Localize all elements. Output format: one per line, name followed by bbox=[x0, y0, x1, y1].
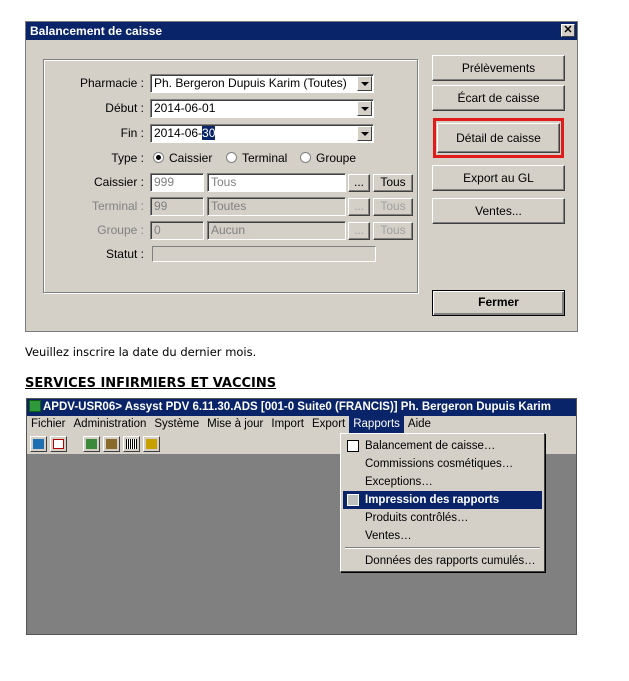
radio-terminal[interactable]: Terminal bbox=[226, 151, 287, 165]
terminal-label: Terminal : bbox=[91, 199, 144, 213]
menu-item-commissions[interactable]: Commissions cosmétiques… bbox=[365, 458, 514, 470]
menu-item-exceptions[interactable]: Exceptions… bbox=[365, 476, 433, 488]
fin-label: Fin : bbox=[120, 126, 144, 140]
caissier-label: Caissier : bbox=[93, 175, 144, 189]
statut-label: Statut : bbox=[105, 247, 144, 261]
groupe-tous-button: Tous bbox=[373, 222, 413, 240]
caissier-tous-button[interactable]: Tous bbox=[373, 174, 413, 192]
radio-checked-icon bbox=[153, 152, 164, 163]
toolbar-register-button[interactable] bbox=[30, 436, 47, 452]
export-gl-button[interactable]: Export au GL bbox=[432, 165, 565, 191]
register-icon bbox=[33, 439, 44, 449]
ventes-button[interactable]: Ventes... bbox=[432, 198, 565, 224]
app-window bbox=[26, 398, 577, 635]
menu-aide[interactable]: Aide bbox=[407, 418, 431, 430]
groupe-code-input: 0 bbox=[150, 221, 204, 240]
dialog-title-bar bbox=[26, 22, 577, 40]
menu-item-impression[interactable]: Impression des rapports bbox=[343, 491, 542, 509]
fin-selected-day: 30 bbox=[202, 126, 216, 140]
balancement-dialog bbox=[25, 21, 578, 332]
menu-rapports[interactable]: Rapports bbox=[349, 416, 404, 433]
caissier-name-field: Tous bbox=[207, 173, 346, 192]
users-icon bbox=[86, 439, 97, 449]
ecart-caisse-button[interactable]: Écart de caisse bbox=[432, 85, 565, 111]
fermer-button[interactable]: Fermer bbox=[432, 290, 565, 316]
pharmacie-value: Ph. Bergeron Dupuis Karim (Toutes) bbox=[154, 76, 347, 90]
statut-bar bbox=[152, 246, 376, 262]
printer-icon bbox=[347, 494, 359, 506]
document-icon bbox=[347, 440, 359, 452]
cart-icon bbox=[29, 400, 41, 412]
close-icon[interactable]: ✕ bbox=[561, 24, 575, 37]
dialog-title: Balancement de caisse bbox=[30, 24, 163, 38]
chevron-down-icon[interactable] bbox=[357, 101, 372, 116]
prelevements-button[interactable]: Prélèvements bbox=[432, 55, 565, 81]
terminal-name-field: Toutes bbox=[207, 197, 346, 216]
debut-value: 2014-06-01 bbox=[154, 101, 216, 115]
rapports-menu bbox=[340, 433, 545, 572]
chevron-down-icon[interactable] bbox=[357, 76, 372, 91]
menu-mise-a-jour[interactable]: Mise à jour bbox=[207, 418, 264, 430]
toolbar-users-button[interactable] bbox=[83, 436, 100, 452]
toolbar-barcode-button[interactable] bbox=[123, 436, 140, 452]
groupe-label: Groupe : bbox=[97, 223, 144, 237]
menu-item-balancement[interactable]: Balancement de caisse… bbox=[343, 437, 542, 455]
radio-caissier[interactable]: Caissier bbox=[153, 151, 212, 165]
caissier-code-input[interactable]: 999 bbox=[150, 173, 204, 192]
barcode-icon bbox=[126, 439, 137, 449]
type-label: Type : bbox=[111, 151, 144, 165]
menu-separator bbox=[345, 547, 540, 549]
terminal-tous-button: Tous bbox=[373, 198, 413, 216]
report-icon bbox=[146, 439, 157, 449]
groupe-browse-button: ... bbox=[348, 222, 370, 240]
caissier-browse-button[interactable]: ... bbox=[348, 174, 370, 192]
toolbar-check-button[interactable] bbox=[50, 436, 67, 452]
pharmacie-combo[interactable] bbox=[150, 74, 374, 93]
toolbar-report-button[interactable] bbox=[143, 436, 160, 452]
radio-unchecked-icon bbox=[300, 152, 311, 163]
fin-value: 2014-06- bbox=[154, 126, 203, 140]
toolbar-tools-button[interactable] bbox=[103, 436, 120, 452]
radio-unchecked-icon bbox=[226, 152, 237, 163]
menu-systeme[interactable]: Système bbox=[154, 418, 200, 430]
menu-item-ventes[interactable]: Ventes… bbox=[365, 530, 412, 542]
groupe-name-field: Aucun bbox=[207, 221, 346, 240]
checklist-icon bbox=[53, 439, 64, 449]
section-heading: SERVICES INFIRMIERS ET VACCINS bbox=[25, 376, 277, 391]
app-title-bar bbox=[27, 399, 576, 416]
menu-export[interactable]: Export bbox=[311, 418, 346, 430]
debut-date-field[interactable] bbox=[150, 99, 374, 118]
detail-caisse-button[interactable]: Détail de caisse bbox=[437, 123, 560, 153]
filter-group bbox=[43, 59, 418, 293]
app-title: APDV-USR06> Assyst PDV 6.11.30.ADS [001-0 Suite0 (FRANCIS)] Ph. Bergeron Dupuis Karim bbox=[43, 401, 551, 413]
debut-label: Début : bbox=[105, 101, 144, 115]
tools-icon bbox=[106, 439, 117, 449]
menu-item-produits-controles[interactable]: Produits contrôlés… bbox=[365, 512, 469, 524]
chevron-down-icon[interactable] bbox=[357, 126, 372, 141]
terminal-browse-button: ... bbox=[348, 198, 370, 216]
fin-date-field[interactable] bbox=[150, 124, 374, 143]
radio-groupe[interactable]: Groupe bbox=[300, 151, 356, 165]
menu-item-donnees-cumules[interactable]: Données des rapports cumulés… bbox=[365, 555, 536, 567]
menu-fichier[interactable]: Fichier bbox=[31, 418, 66, 430]
menu-import[interactable]: Import bbox=[271, 418, 304, 430]
menu-administration[interactable]: Administration bbox=[73, 418, 147, 430]
pharmacie-label: Pharmacie : bbox=[79, 76, 144, 90]
terminal-code-input: 99 bbox=[150, 197, 204, 216]
instruction-text: Veuillez inscrire la date du dernier mois. bbox=[25, 345, 257, 359]
menu-bar bbox=[27, 416, 576, 433]
